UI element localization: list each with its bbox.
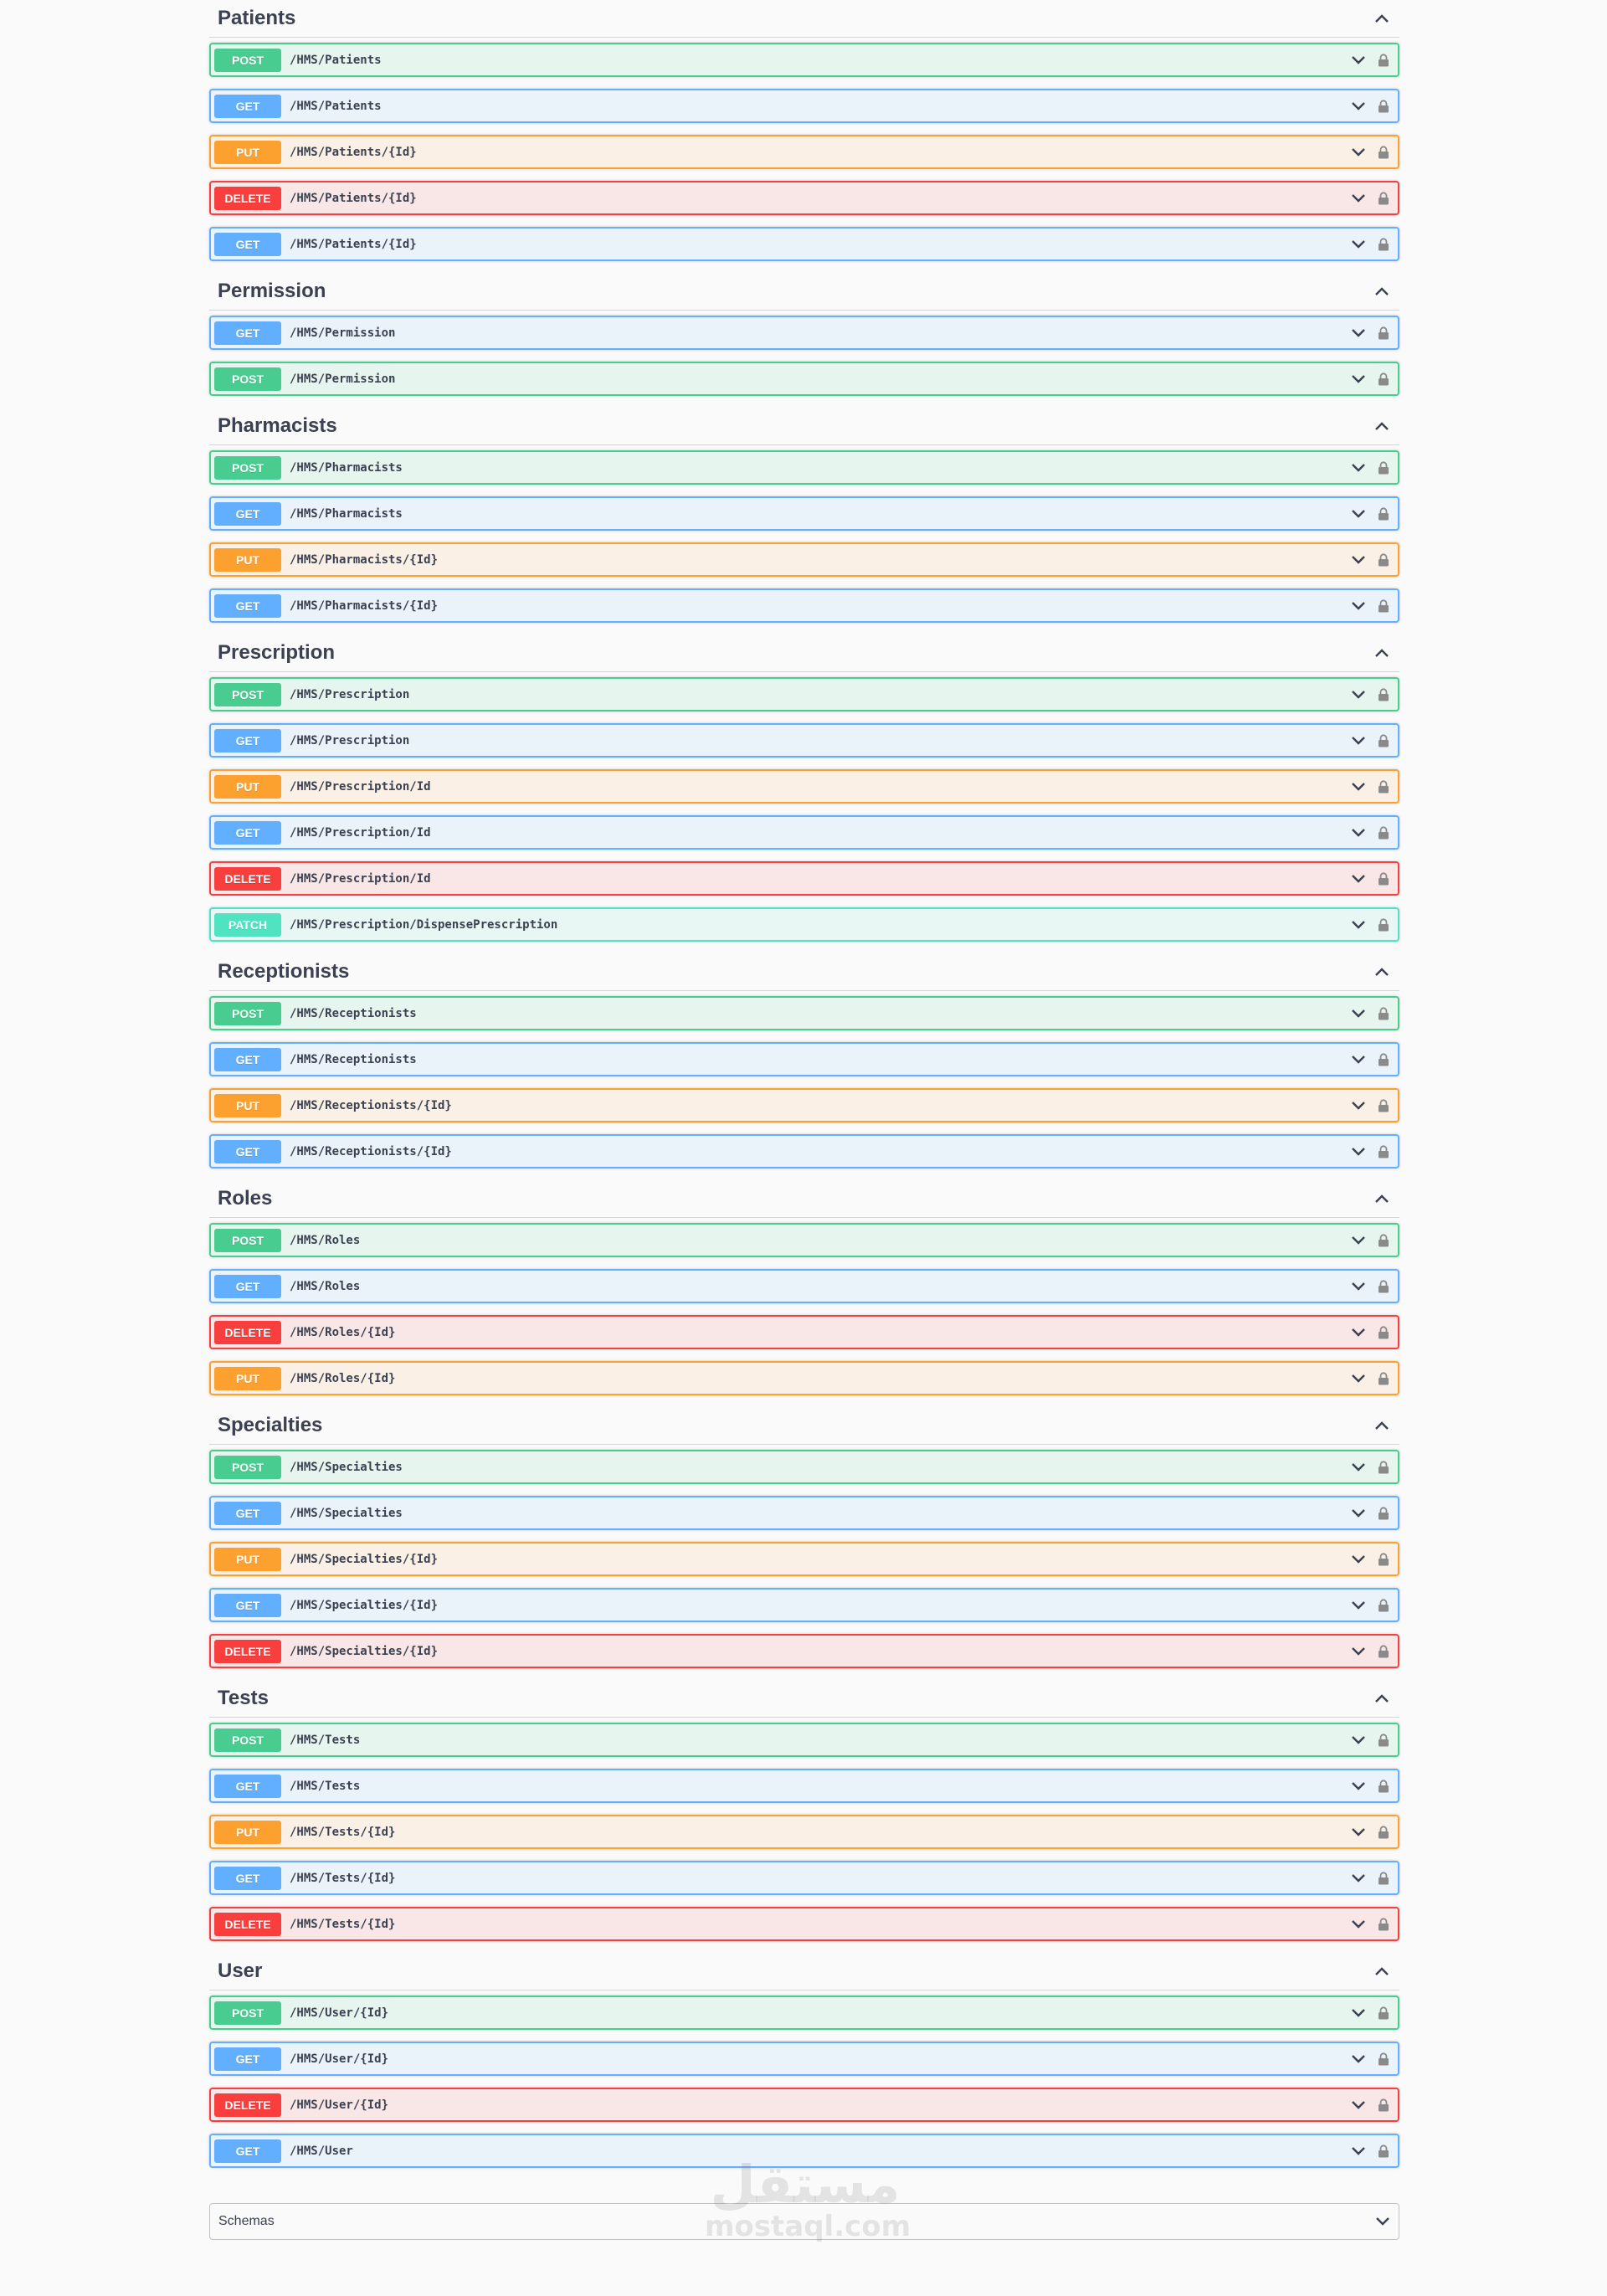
chevron-down-icon[interactable] xyxy=(1351,1282,1366,1292)
method-badge: PATCH xyxy=(214,913,281,937)
tag-title: Specialties xyxy=(218,1414,323,1436)
lock-icon[interactable] xyxy=(1378,192,1389,205)
operation-controls xyxy=(1351,1372,1389,1385)
operation-controls xyxy=(1351,1734,1389,1747)
operation-delete[interactable] xyxy=(209,2088,1399,2122)
endpoint-path: /HMS/Permission xyxy=(290,372,396,386)
chevron-up-icon[interactable] xyxy=(1373,1189,1391,1208)
operation-controls xyxy=(1351,2006,1389,2020)
lock-icon[interactable] xyxy=(1378,100,1389,113)
chevron-down-icon[interactable] xyxy=(1351,147,1366,157)
operation-controls xyxy=(1351,688,1389,701)
method-badge: GET xyxy=(214,1140,281,1163)
operation-controls xyxy=(1351,100,1389,113)
chevron-down-icon[interactable] xyxy=(1351,1873,1366,1883)
lock-icon[interactable] xyxy=(1378,1599,1389,1612)
operation-controls xyxy=(1351,2098,1389,2112)
lock-icon[interactable] xyxy=(1378,780,1389,794)
lock-icon[interactable] xyxy=(1378,918,1389,932)
lock-icon[interactable] xyxy=(1378,1145,1389,1158)
chevron-down-icon[interactable] xyxy=(1351,828,1366,838)
chevron-up-icon[interactable] xyxy=(1373,1416,1391,1435)
chevron-down-icon[interactable] xyxy=(1351,601,1366,611)
tag-header[interactable] xyxy=(209,634,1399,672)
endpoint-path: /HMS/User/{Id} xyxy=(290,2006,389,2020)
method-badge: PUT xyxy=(214,1821,281,1844)
endpoint-path: /HMS/Tests/{Id} xyxy=(290,1917,396,1931)
lock-icon[interactable] xyxy=(1378,326,1389,340)
lock-icon[interactable] xyxy=(1378,1326,1389,1339)
method-badge: GET xyxy=(214,95,281,118)
operation-post[interactable] xyxy=(209,677,1399,711)
endpoint-path: /HMS/User/{Id} xyxy=(290,2098,389,2112)
lock-icon[interactable] xyxy=(1378,1372,1389,1385)
chevron-down-icon[interactable] xyxy=(1351,2100,1366,2110)
operation-get[interactable] xyxy=(209,723,1399,758)
operation-get[interactable] xyxy=(209,2134,1399,2168)
method-badge: POST xyxy=(214,1229,281,1252)
operation-controls xyxy=(1351,192,1389,205)
operation-get[interactable] xyxy=(209,1134,1399,1169)
operation-controls xyxy=(1351,1145,1389,1158)
watermark-arabic: مستقل xyxy=(710,2154,901,2215)
endpoint-path: /HMS/Pharmacists xyxy=(290,460,403,475)
operation-controls xyxy=(1351,507,1389,521)
endpoint-path: /HMS/User xyxy=(290,2144,353,2158)
operation-controls xyxy=(1351,872,1389,886)
chevron-down-icon[interactable] xyxy=(1351,193,1366,203)
chevron-down-icon[interactable] xyxy=(1351,1328,1366,1338)
endpoint-path: /HMS/Tests xyxy=(290,1733,361,1747)
tag-title: Roles xyxy=(218,1187,273,1210)
chevron-up-icon[interactable] xyxy=(1373,644,1391,662)
method-badge: PUT xyxy=(214,1548,281,1571)
operation-put[interactable] xyxy=(209,1542,1399,1576)
operation-controls xyxy=(1351,553,1389,567)
lock-icon[interactable] xyxy=(1378,146,1389,159)
operation-post[interactable] xyxy=(209,1723,1399,1757)
tag-section-specialties xyxy=(209,1407,1399,1668)
operation-controls xyxy=(1351,1007,1389,1020)
method-badge: DELETE xyxy=(214,2093,281,2117)
operation-get[interactable] xyxy=(209,227,1399,261)
tag-header[interactable] xyxy=(209,0,1399,38)
endpoint-path: /HMS/Tests/{Id} xyxy=(290,1871,396,1885)
lock-icon[interactable] xyxy=(1378,1007,1389,1020)
method-badge: POST xyxy=(214,1728,281,1752)
lock-icon[interactable] xyxy=(1378,2144,1389,2158)
lock-icon[interactable] xyxy=(1378,1461,1389,1474)
lock-icon[interactable] xyxy=(1378,1234,1389,1247)
chevron-down-icon[interactable] xyxy=(1351,509,1366,519)
operation-controls xyxy=(1351,1234,1389,1247)
chevron-down-icon[interactable] xyxy=(1351,1554,1366,1564)
chevron-down-icon[interactable] xyxy=(1351,782,1366,792)
chevron-down-icon[interactable] xyxy=(1351,1735,1366,1745)
lock-icon[interactable] xyxy=(1378,2098,1389,2112)
chevron-up-icon[interactable] xyxy=(1373,417,1391,435)
endpoint-path: /HMS/Patients/{Id} xyxy=(290,191,417,205)
schemas-section[interactable] xyxy=(209,2203,1399,2240)
endpoint-path: /HMS/Patients/{Id} xyxy=(290,237,417,251)
chevron-down-icon[interactable] xyxy=(1351,463,1366,473)
operation-controls xyxy=(1351,1553,1389,1566)
chevron-down-icon[interactable] xyxy=(1351,1600,1366,1610)
chevron-down-icon[interactable] xyxy=(1351,239,1366,249)
chevron-down-icon[interactable] xyxy=(1351,1009,1366,1019)
endpoint-path: /HMS/Prescription xyxy=(290,687,410,701)
chevron-down-icon[interactable] xyxy=(1351,555,1366,565)
tag-header[interactable] xyxy=(209,1680,1399,1718)
operation-get[interactable] xyxy=(209,815,1399,850)
tag-title: Tests xyxy=(218,1687,269,1709)
lock-icon[interactable] xyxy=(1378,1645,1389,1658)
endpoint-path: /HMS/Receptionists/{Id} xyxy=(290,1144,452,1158)
schemas-title: Schemas xyxy=(218,2214,275,2228)
endpoint-path: /HMS/Prescription/Id xyxy=(290,779,431,794)
endpoint-path: /HMS/Receptionists xyxy=(290,1006,417,1020)
operation-get[interactable] xyxy=(209,496,1399,531)
operation-controls xyxy=(1351,2144,1389,2158)
method-badge: GET xyxy=(214,321,281,345)
operation-get[interactable] xyxy=(209,1269,1399,1303)
endpoint-path: /HMS/Roles/{Id} xyxy=(290,1325,396,1339)
endpoint-path: /HMS/Pharmacists/{Id} xyxy=(290,552,439,567)
method-badge: GET xyxy=(214,1775,281,1798)
chevron-down-icon[interactable] xyxy=(1351,2054,1366,2064)
operation-controls xyxy=(1351,1645,1389,1658)
operation-delete[interactable] xyxy=(209,181,1399,215)
operation-put[interactable] xyxy=(209,769,1399,804)
operation-controls xyxy=(1351,326,1389,340)
method-badge: GET xyxy=(214,2139,281,2163)
lock-icon[interactable] xyxy=(1378,1053,1389,1066)
chevron-up-icon[interactable] xyxy=(1373,9,1391,28)
operation-get[interactable] xyxy=(209,1769,1399,1803)
method-badge: GET xyxy=(214,2047,281,2071)
tag-section-tests xyxy=(209,1680,1399,1941)
lock-icon[interactable] xyxy=(1378,461,1389,475)
endpoint-path: /HMS/Receptionists xyxy=(290,1052,417,1066)
lock-icon[interactable] xyxy=(1378,826,1389,840)
method-badge: POST xyxy=(214,456,281,480)
endpoint-path: /HMS/Patients/{Id} xyxy=(290,145,417,159)
swagger-operations-list xyxy=(209,0,1399,2240)
chevron-down-icon[interactable] xyxy=(1351,1101,1366,1111)
chevron-up-icon[interactable] xyxy=(1373,1962,1391,1980)
lock-icon[interactable] xyxy=(1378,1872,1389,1885)
operation-controls xyxy=(1351,1326,1389,1339)
operation-controls xyxy=(1351,826,1389,840)
operation-delete[interactable] xyxy=(209,1907,1399,1941)
method-badge: PUT xyxy=(214,1367,281,1390)
chevron-down-icon[interactable] xyxy=(1351,736,1366,746)
chevron-up-icon[interactable] xyxy=(1373,1689,1391,1708)
lock-icon[interactable] xyxy=(1378,1780,1389,1793)
operation-get[interactable] xyxy=(209,1861,1399,1895)
chevron-down-icon[interactable] xyxy=(1351,374,1366,384)
lock-icon[interactable] xyxy=(1378,1280,1389,1293)
chevron-down-icon[interactable] xyxy=(1351,1827,1366,1837)
operation-post[interactable] xyxy=(209,1450,1399,1484)
endpoint-path: /HMS/Specialties xyxy=(290,1506,403,1520)
method-badge: POST xyxy=(214,683,281,706)
operation-get[interactable] xyxy=(209,89,1399,123)
endpoint-path: /HMS/Roles xyxy=(290,1279,361,1293)
tag-header[interactable] xyxy=(209,408,1399,445)
operation-controls xyxy=(1351,1099,1389,1112)
tag-title: Patients xyxy=(218,7,296,29)
method-badge: DELETE xyxy=(214,1640,281,1663)
operation-get[interactable] xyxy=(209,1496,1399,1530)
operation-controls xyxy=(1351,1872,1389,1885)
endpoint-path: /HMS/Specialties/{Id} xyxy=(290,1644,439,1658)
operation-controls xyxy=(1351,1280,1389,1293)
lock-icon[interactable] xyxy=(1378,2052,1389,2066)
lock-icon[interactable] xyxy=(1378,1918,1389,1931)
endpoint-path: /HMS/Tests/{Id} xyxy=(290,1825,396,1839)
endpoint-path: /HMS/Pharmacists xyxy=(290,506,403,521)
method-badge: GET xyxy=(214,729,281,752)
chevron-down-icon[interactable] xyxy=(1351,1781,1366,1791)
endpoint-path: /HMS/Prescription/Id xyxy=(290,825,431,840)
operation-delete[interactable] xyxy=(209,1634,1399,1668)
method-badge: PUT xyxy=(214,775,281,799)
method-badge: GET xyxy=(214,1502,281,1525)
endpoint-path: /HMS/Pharmacists/{Id} xyxy=(290,598,439,613)
chevron-down-icon[interactable] xyxy=(1351,1235,1366,1246)
method-badge: POST xyxy=(214,1456,281,1479)
operation-controls xyxy=(1351,734,1389,747)
operation-controls xyxy=(1351,1461,1389,1474)
operation-controls xyxy=(1351,146,1389,159)
method-badge: GET xyxy=(214,233,281,256)
method-badge: POST xyxy=(214,49,281,72)
endpoint-path: /HMS/User/{Id} xyxy=(290,2052,389,2066)
lock-icon[interactable] xyxy=(1378,1826,1389,1839)
tag-title: Permission xyxy=(218,280,326,302)
operation-controls xyxy=(1351,461,1389,475)
tag-section-permission xyxy=(209,273,1399,396)
method-badge: DELETE xyxy=(214,187,281,210)
chevron-down-icon[interactable] xyxy=(1351,1508,1366,1518)
endpoint-path: /HMS/Patients xyxy=(290,53,382,67)
method-badge: DELETE xyxy=(214,1913,281,1936)
chevron-down-icon[interactable] xyxy=(1351,690,1366,700)
endpoint-path: /HMS/Specialties/{Id} xyxy=(290,1552,439,1566)
chevron-down-icon[interactable] xyxy=(1351,55,1366,65)
lock-icon[interactable] xyxy=(1378,2006,1389,2020)
tag-header[interactable] xyxy=(209,953,1399,991)
operation-delete[interactable] xyxy=(209,861,1399,896)
operation-controls xyxy=(1351,1780,1389,1793)
method-badge: GET xyxy=(214,1867,281,1890)
chevron-down-icon[interactable] xyxy=(1351,1147,1366,1157)
chevron-down-icon[interactable] xyxy=(1351,1374,1366,1384)
chevron-up-icon[interactable] xyxy=(1373,282,1391,300)
tag-section-patients xyxy=(209,0,1399,261)
operation-controls xyxy=(1351,54,1389,67)
method-badge: GET xyxy=(214,502,281,526)
operation-post[interactable] xyxy=(209,450,1399,485)
operation-delete[interactable] xyxy=(209,1315,1399,1349)
operation-controls xyxy=(1351,1918,1389,1931)
method-badge: DELETE xyxy=(214,1321,281,1344)
operation-put[interactable] xyxy=(209,135,1399,169)
lock-icon[interactable] xyxy=(1378,872,1389,886)
operation-post[interactable] xyxy=(209,1996,1399,2030)
tag-title: Pharmacists xyxy=(218,414,337,437)
operation-controls xyxy=(1351,1599,1389,1612)
lock-icon[interactable] xyxy=(1378,688,1389,701)
endpoint-path: /HMS/Tests xyxy=(290,1779,361,1793)
chevron-down-icon[interactable] xyxy=(1351,101,1366,111)
lock-icon[interactable] xyxy=(1378,507,1389,521)
method-badge: GET xyxy=(214,594,281,618)
chevron-down-icon[interactable] xyxy=(1351,874,1366,884)
lock-icon[interactable] xyxy=(1378,553,1389,567)
chevron-down-icon[interactable] xyxy=(1351,1055,1366,1065)
chevron-down-icon[interactable] xyxy=(1351,328,1366,338)
tag-title: Prescription xyxy=(218,641,336,664)
operation-controls xyxy=(1351,2052,1389,2066)
chevron-down-icon[interactable] xyxy=(1351,920,1366,930)
endpoint-path: /HMS/Receptionists/{Id} xyxy=(290,1098,452,1112)
lock-icon[interactable] xyxy=(1378,1099,1389,1112)
endpoint-path: /HMS/Roles xyxy=(290,1233,361,1247)
operation-controls xyxy=(1351,1826,1389,1839)
tag-section-prescription xyxy=(209,634,1399,942)
operation-controls xyxy=(1351,238,1389,251)
method-badge: GET xyxy=(214,1594,281,1617)
operation-controls xyxy=(1351,599,1389,613)
operation-put[interactable] xyxy=(209,1361,1399,1395)
method-badge: POST xyxy=(214,1002,281,1025)
lock-icon[interactable] xyxy=(1378,1734,1389,1747)
tag-section-user xyxy=(209,1953,1399,2168)
endpoint-path: /HMS/Prescription xyxy=(290,733,410,747)
method-badge: PUT xyxy=(214,1094,281,1117)
operation-get[interactable] xyxy=(209,1588,1399,1622)
lock-icon[interactable] xyxy=(1378,1553,1389,1566)
method-badge: POST xyxy=(214,2001,281,2025)
chevron-down-icon[interactable] xyxy=(1351,1646,1366,1657)
tag-header[interactable] xyxy=(209,273,1399,311)
operation-put[interactable] xyxy=(209,542,1399,577)
lock-icon[interactable] xyxy=(1378,238,1389,251)
method-badge: GET xyxy=(214,821,281,845)
tag-title: User xyxy=(218,1960,263,1982)
endpoint-path: /HMS/Prescription/Id xyxy=(290,871,431,886)
tag-section-receptionists xyxy=(209,953,1399,1169)
endpoint-path: /HMS/Roles/{Id} xyxy=(290,1371,396,1385)
operation-post[interactable] xyxy=(209,43,1399,77)
chevron-down-icon[interactable] xyxy=(1351,2146,1366,2156)
operation-get[interactable] xyxy=(209,1042,1399,1076)
operation-post[interactable] xyxy=(209,1223,1399,1257)
chevron-up-icon[interactable] xyxy=(1373,963,1391,981)
operation-get[interactable] xyxy=(209,588,1399,623)
endpoint-path: /HMS/Specialties/{Id} xyxy=(290,1598,439,1612)
operation-controls xyxy=(1351,1053,1389,1066)
endpoint-path: /HMS/Specialties xyxy=(290,1460,403,1474)
tag-header[interactable] xyxy=(209,1407,1399,1445)
tag-section-pharmacists xyxy=(209,408,1399,623)
method-badge: GET xyxy=(214,1275,281,1298)
operation-controls xyxy=(1351,1507,1389,1520)
chevron-down-icon[interactable] xyxy=(1375,2216,1390,2227)
operation-patch[interactable] xyxy=(209,907,1399,942)
lock-icon[interactable] xyxy=(1378,1507,1389,1520)
chevron-down-icon[interactable] xyxy=(1351,1919,1366,1929)
operation-get[interactable] xyxy=(209,316,1399,350)
lock-icon[interactable] xyxy=(1378,734,1389,747)
tag-header[interactable] xyxy=(209,1180,1399,1218)
operation-put[interactable] xyxy=(209,1088,1399,1122)
operation-get[interactable] xyxy=(209,2042,1399,2076)
method-badge: PUT xyxy=(214,141,281,164)
method-badge: GET xyxy=(214,1048,281,1071)
tag-title: Receptionists xyxy=(218,960,350,983)
lock-icon[interactable] xyxy=(1378,372,1389,386)
tag-sections xyxy=(209,0,1399,2168)
operation-post[interactable] xyxy=(209,996,1399,1030)
endpoint-path: /HMS/Permission xyxy=(290,326,396,340)
operation-put[interactable] xyxy=(209,1815,1399,1849)
tag-section-roles xyxy=(209,1180,1399,1395)
endpoint-path: /HMS/Patients xyxy=(290,99,382,113)
operation-controls xyxy=(1351,918,1389,932)
method-badge: PUT xyxy=(214,548,281,572)
chevron-down-icon[interactable] xyxy=(1351,2008,1366,2018)
lock-icon[interactable] xyxy=(1378,599,1389,613)
lock-icon[interactable] xyxy=(1378,54,1389,67)
tag-header[interactable] xyxy=(209,1953,1399,1990)
method-badge: DELETE xyxy=(214,867,281,891)
operation-post[interactable] xyxy=(209,362,1399,396)
method-badge: POST xyxy=(214,367,281,391)
endpoint-path: /HMS/Prescription/DispensePrescription xyxy=(290,917,558,932)
chevron-down-icon[interactable] xyxy=(1351,1462,1366,1472)
operation-controls xyxy=(1351,780,1389,794)
operation-controls xyxy=(1351,372,1389,386)
